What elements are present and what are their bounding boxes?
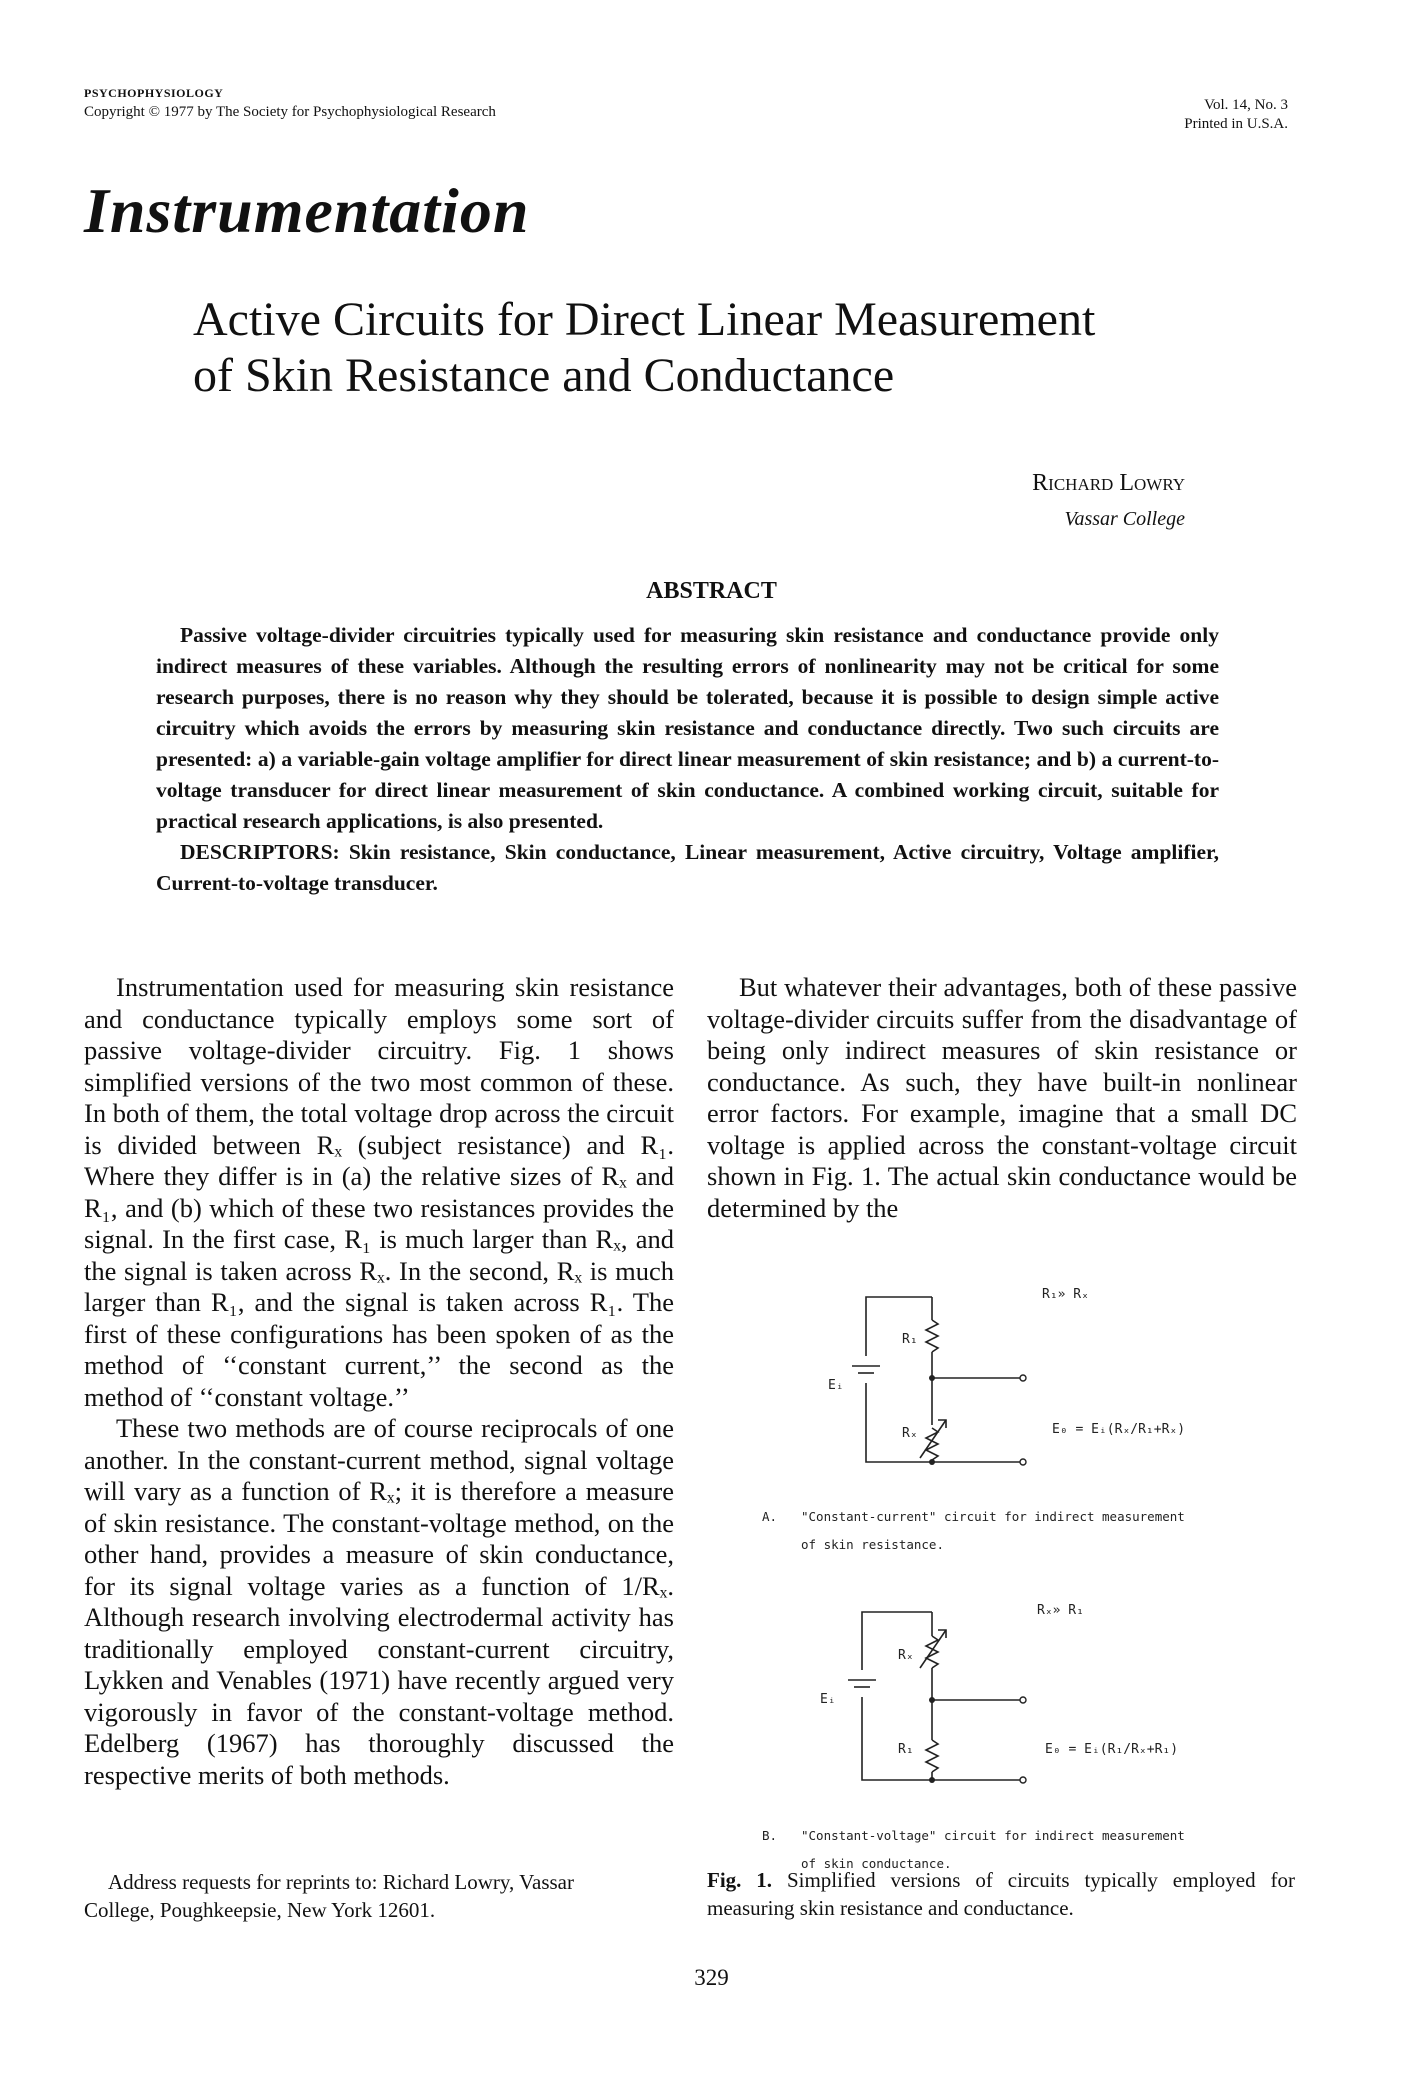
circuit-b-rx-label: Rₓ [898, 1648, 914, 1663]
title-line-2: of Skin Resistance and Conductance [193, 349, 895, 402]
author-affiliation: Vassar College [1064, 508, 1185, 530]
body-column-right [707, 972, 1297, 1224]
circuit-a-equation: E₀ = Eᵢ(Rₓ/R₁+Rₓ) [1052, 1422, 1186, 1437]
article-title [193, 292, 1293, 404]
volume-info [1184, 96, 1288, 134]
footnote-line-2: College, Poughkeepsie, New York 12601. [84, 1898, 436, 1922]
body-column-left [84, 972, 674, 1791]
abstract-text: Passive voltage-divider circuitries typically used for measuring skin resistance and conductance provide only indirect measures of these variables. Although the resulting errors of nonlinearity may not be critical for some research purposes, there is no reason why they should be tolerated, because it is possible to design simple active circuitry which avoids the errors by measuring skin resistance and conductance directly. Two such circuits are presented: a) a variable-gain voltage amplifier for direct linear measurement of skin resistance; and b) a current-to-voltage transducer for direct linear measurement of skin conductance. A combined working circuit, suitable for practical research applications, is also presented. [156, 623, 1219, 833]
circuit-b-r1-label: R₁ [898, 1742, 914, 1757]
abstract-heading: ABSTRACT [646, 578, 777, 604]
author-name: Richard Lowry [1032, 470, 1185, 496]
circuit-b-equation: E₀ = Eᵢ(R₁/Rₓ+R₁) [1045, 1742, 1179, 1757]
circuit-a-caption [801, 1503, 1261, 1559]
abstract [156, 620, 1219, 899]
circuit-b-caption-line-1: "Constant-voltage" circuit for indirect measurement [801, 1828, 1185, 1843]
circuit-a-r1-label: R₁ [902, 1332, 918, 1347]
reprint-footnote [84, 1868, 674, 1924]
circuit-b-caption-line-2: of skin conductance. [801, 1856, 952, 1871]
volume-number: Vol. 14, No. 3 [1204, 97, 1288, 113]
circuit-a-ei-label: Eᵢ [828, 1378, 844, 1393]
body-paragraph: Instrumentation used for measuring skin resistance and conductance typically employs some sort of passive voltage-divider circuitry. Fig. 1 shows simplified versions of the two most common of these. In both of them, the total voltage drop across the circuit is divided between Rₓ (subject resistance) and R₁. Where they differ is in (a) the relative sizes of Rₓ and R₁, and (b) which of these two resistances provides the signal. In the first case, R₁ is much larger than Rₓ, and the signal is taken across Rₓ. In the second, Rₓ is much larger than R₁, and the signal is taken across R₁. The first of these configurations has been spoken of as the method of ‘‘constant current,’’ the second as the method of ‘‘constant voltage.’’ [84, 972, 674, 1412]
body-paragraph: These two methods are of course reciprocals of one another. In the constant-current method, signal voltage will vary as a function of Rₓ; it is therefore a measure of skin resistance. The constant-voltage method, on the other hand, provides a measure of skin conductance, for its signal voltage varies as a function of 1/Rₓ. Although research involving electrodermal activity has traditionally employed constant-current circuitry, Lykken and Venables (1971) have recently argued very vigorously in favor of the constant-voltage method. Edelberg (1967) has thoroughly discussed the respective merits of both methods. [84, 1413, 674, 1790]
circuit-a-letter: A. [762, 1509, 778, 1524]
circuit-a-condition: R₁» Rₓ [1042, 1287, 1089, 1302]
copyright-line: Copyright © 1977 by The Society for Psychophysiological Research [84, 104, 496, 120]
title-line-1: Active Circuits for Direct Linear Measurement [193, 293, 1096, 346]
journal-name: PSYCHOPHYSIOLOGY [84, 86, 224, 100]
section-heading: Instrumentation [84, 175, 530, 246]
printed-location: Printed in U.S.A. [1184, 116, 1288, 132]
circuit-b-letter: B. [762, 1828, 778, 1843]
footnote-line-1: Address requests for reprints to: Richard Lowry, Vassar [108, 1870, 574, 1894]
caption-text: Simplified versions of circuits typically employed for measuring skin resistance and conductance. [707, 1868, 1295, 1920]
page-number: 329 [694, 1965, 729, 1990]
body-paragraph: But whatever their advantages, both of these passive voltage-divider circuits suffer from the disadvantage of being only indirect measures of skin resistance or conductance. As such, they have built-in nonlinear error factors. For example, imagine that a small DC voltage is applied across the constant-voltage circuit shown in Fig. 1. The actual skin conductance would be determined by the [707, 972, 1297, 1223]
circuit-a-caption-line-1: "Constant-current" circuit for indirect measurement [801, 1509, 1185, 1524]
circuit-b-ei-label: Eᵢ [820, 1692, 836, 1707]
circuit-b-condition: Rₓ» R₁ [1037, 1603, 1084, 1618]
circuit-a-rx-label: Rₓ [902, 1426, 918, 1441]
caption-label: Fig. 1. [707, 1868, 773, 1892]
circuit-a-caption-line-2: of skin resistance. [801, 1537, 944, 1552]
descriptors: DESCRIPTORS: Skin resistance, Skin conductance, Linear measurement, Active circuitry, Voltage amplifier, Current-to-voltage transducer. [156, 840, 1219, 895]
figure-caption [707, 1866, 1295, 1922]
